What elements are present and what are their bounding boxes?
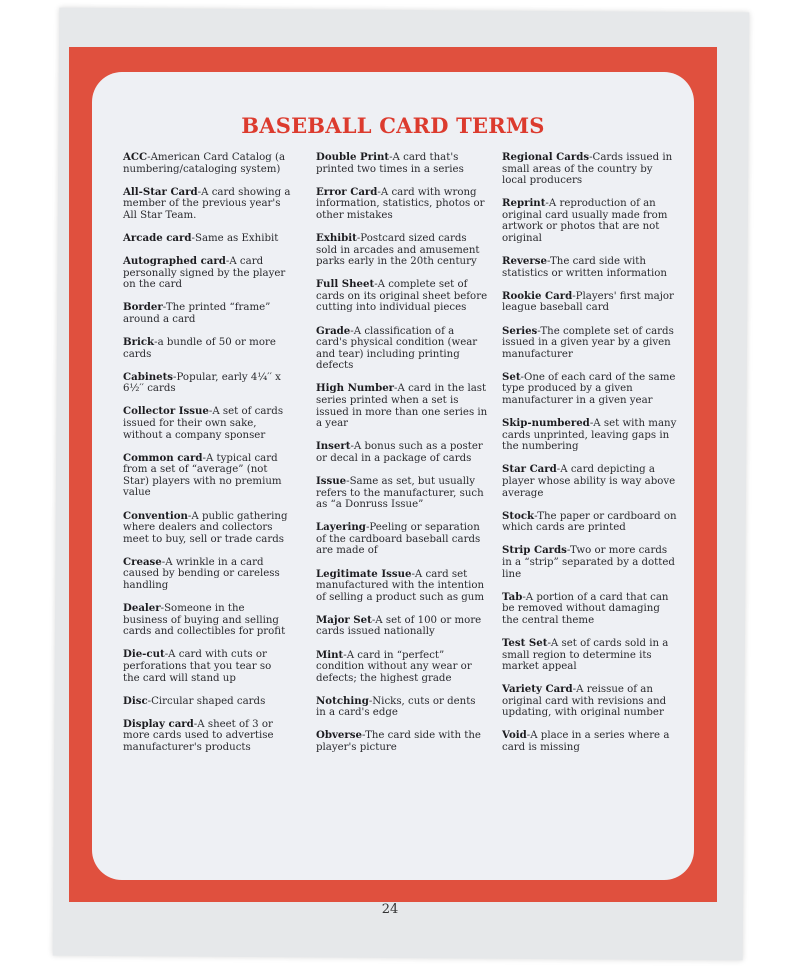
- glossary-term: Skip-numbered: [502, 417, 590, 430]
- glossary-definition: -The complete set of cards issued in a given year by a given manufacturer: [502, 325, 674, 360]
- glossary-term: Crease: [123, 555, 162, 568]
- glossary-term: Border: [123, 301, 163, 314]
- glossary-term: Convention: [123, 509, 188, 522]
- glossary-definition: -Two or more cards in a “strip” separated by a dotted line: [502, 545, 675, 580]
- glossary-term: High Number: [316, 382, 395, 395]
- glossary-term: Brick: [123, 336, 155, 349]
- glossary-term: Double Print: [316, 151, 390, 163]
- glossary-entry: [123, 453, 291, 499]
- glossary-term: Obverse: [316, 729, 362, 742]
- glossary-definition: -A card with cuts or perforations that you tear so the card will stand up: [123, 649, 272, 684]
- glossary-definition: -A card personally signed by the player on the card: [123, 256, 286, 291]
- glossary-definition: -A reproduction of an original card usually made from artwork or photos that are not original: [502, 198, 668, 245]
- glossary-definition: -Peeling or separation of the cardboard baseball cards are made of: [316, 522, 481, 557]
- glossary-entry: [316, 233, 488, 268]
- glossary-entry: [123, 719, 291, 754]
- glossary-term: Set: [502, 370, 521, 383]
- glossary-definition: -A card showing a member of the previous year's All Star Team.: [123, 186, 291, 221]
- glossary-definition: -One of each card of the same type produced by a given manufacturer in a given year: [502, 371, 676, 406]
- glossary-term: Autographed card: [123, 255, 226, 268]
- glossary-definition: -Postcard sized cards sold in arcades and amusement parks early in the 20th century: [316, 232, 480, 268]
- glossary-definition: -Nicks, cuts or dents in a card's edge: [316, 695, 476, 719]
- glossary-definition: -A sheet of 3 or more cards used to advertise manufacturer's products: [123, 718, 274, 753]
- glossary-term: Disc: [123, 694, 148, 707]
- glossary-term: Die-cut: [123, 648, 165, 661]
- glossary-definition: -A set of cards issued for their own sake, without a company sponser: [123, 406, 284, 441]
- glossary-entry: [123, 187, 291, 222]
- glossary-entry: [502, 545, 678, 580]
- glossary-entry: [502, 256, 678, 279]
- glossary-entry: [123, 337, 291, 360]
- glossary-definition: -The printed “frame” around a card: [123, 302, 271, 325]
- glossary-definition: -A complete set of cards on its original sheet before cutting into individual pieces: [316, 279, 488, 314]
- glossary-definition: -A set of cards sold in a small region to determine its market appeal: [502, 637, 669, 673]
- glossary-definition: -Cards issued in small areas of the country by local producers: [502, 152, 673, 187]
- glossary-term: Common card: [123, 451, 203, 464]
- terms-column-1: [123, 152, 291, 765]
- glossary-definition: -Circular shaped cards: [147, 695, 266, 707]
- glossary-term: Notching: [316, 694, 369, 707]
- glossary-entry: [502, 198, 678, 244]
- glossary-term: Regional Cards: [502, 151, 590, 163]
- glossary-entry: [502, 592, 678, 627]
- glossary-definition: -Someone in the business of buying and selling cards and collectibles for profit: [123, 603, 286, 638]
- glossary-entry: [123, 557, 291, 592]
- glossary-entry: [316, 696, 488, 719]
- glossary-entry: [123, 256, 291, 291]
- glossary-entry: [123, 406, 291, 441]
- glossary-term: Full Sheet: [316, 278, 375, 291]
- glossary-entry: [502, 152, 678, 187]
- glossary-term: Collector Issue: [123, 405, 209, 418]
- glossary-term: Display card: [123, 717, 194, 730]
- glossary-definition: -The paper or cardboard on which cards are printed: [502, 510, 677, 534]
- glossary-term: Reprint: [502, 197, 546, 210]
- glossary-definition: -A card with wrong information, statistics, photos or other mistakes: [316, 186, 485, 221]
- glossary-term: Stock: [502, 509, 535, 522]
- page-number: 24: [381, 902, 399, 917]
- glossary-term: Star Card: [502, 463, 557, 476]
- glossary-term: Insert: [316, 440, 351, 453]
- glossary-term: Test Set: [502, 636, 548, 649]
- glossary-term: Dealer: [123, 602, 161, 615]
- glossary-definition: -A place in a series where a card is missing: [502, 730, 670, 754]
- glossary-entry: [502, 684, 678, 719]
- glossary-entry: [502, 418, 678, 453]
- glossary-term: Cabinets: [123, 370, 174, 383]
- glossary-entry: [502, 511, 678, 534]
- glossary-entry: [123, 152, 291, 175]
- glossary-definition: -Same as Exhibit: [191, 232, 279, 244]
- glossary-entry: [316, 522, 488, 557]
- glossary-definition: -The card side with the player's picture: [316, 730, 481, 754]
- glossary-term: Issue: [316, 474, 347, 487]
- glossary-term: Arcade card: [123, 231, 192, 244]
- glossary-entry: [316, 650, 488, 685]
- terms-column-2: [316, 152, 488, 765]
- glossary-term: Tab: [502, 590, 523, 603]
- glossary-term: Void: [502, 729, 527, 742]
- glossary-entry: [502, 464, 678, 499]
- glossary-term: Variety Card: [502, 683, 573, 696]
- glossary-definition: -A classification of a card's physical condition (wear and tear) including printing defects: [316, 325, 478, 372]
- glossary-entry: [123, 302, 291, 325]
- glossary-entry: [502, 326, 678, 361]
- glossary-entry: [316, 326, 488, 372]
- glossary-entry: [123, 603, 291, 638]
- glossary-definition: -Players' first major league baseball card: [502, 290, 674, 314]
- glossary-entry: [502, 730, 678, 753]
- glossary-entry: [123, 649, 291, 684]
- glossary-definition: -A set of 100 or more cards issued nationally: [316, 614, 482, 638]
- glossary-definition: -A typical card from a set of “average” (not Star) players with no premium value: [123, 452, 282, 499]
- glossary-entry: [502, 372, 678, 407]
- glossary-definition: -a bundle of 50 or more cards: [123, 337, 276, 360]
- glossary-definition: -A wrinkle in a card caused by bending or careless handling: [123, 556, 280, 592]
- glossary-entry: [502, 638, 678, 673]
- glossary-entry: [316, 476, 488, 511]
- glossary-entry: [123, 233, 291, 245]
- glossary-entry: [123, 511, 291, 546]
- glossary-entry: [123, 372, 291, 395]
- page-title: BASEBALL CARD TERMS: [241, 113, 545, 138]
- glossary-definition: -A card in the last series printed when a set is issued in more than one series in a year: [316, 383, 488, 430]
- glossary-term: Exhibit: [316, 231, 357, 244]
- glossary-definition: -Popular, early 4¼′′ x 6½′′ cards: [123, 371, 281, 395]
- glossary-entry: [316, 615, 488, 638]
- glossary-entry: [502, 291, 678, 314]
- glossary-entry: [316, 441, 488, 464]
- glossary-term: Series: [502, 324, 538, 337]
- glossary-definition: -A card in “perfect” condition without any wear or defects; the highest grade: [316, 649, 472, 684]
- glossary-definition: -A card depicting a player whose ability is way above average: [502, 464, 676, 499]
- glossary-term: Mint: [316, 648, 344, 661]
- glossary-definition: -A reissue of an original card with revisions and updating, with original number: [502, 684, 667, 719]
- glossary-entry: [316, 187, 488, 222]
- glossary-definition: -A portion of a card that can be removed without damaging the central theme: [502, 591, 669, 626]
- glossary-entry: [316, 152, 488, 175]
- glossary-entry: [316, 730, 488, 753]
- terms-column-3: [502, 152, 678, 765]
- glossary-entry: [316, 279, 488, 314]
- glossary-term: Rookie Card: [502, 289, 573, 302]
- glossary-entry: [316, 383, 488, 429]
- glossary-term: Layering: [316, 521, 366, 534]
- glossary-definition: -Same as set, but usually refers to the manufacturer, such as “a Donruss Issue”: [316, 475, 484, 511]
- glossary-definition: -American Card Catalog (a numbering/cataloging system): [123, 152, 286, 175]
- glossary-definition: -A public gathering where dealers and collectors meet to buy, sell or trade cards: [123, 510, 288, 545]
- glossary-definition: -A set with many cards unprinted, leaving gaps in the numbering: [502, 418, 677, 453]
- glossary-definition: -A card that's printed two times in a series: [316, 152, 464, 175]
- glossary-term: Strip Cards: [502, 544, 567, 557]
- glossary-definition: -A bonus such as a poster or decal in a package of cards: [316, 441, 483, 464]
- glossary-term: Reverse: [502, 255, 547, 268]
- glossary-term: Error Card: [316, 185, 378, 198]
- glossary-definition: -The card side with statistics or written information: [502, 256, 667, 279]
- glossary-term: Legitimate Issue: [316, 567, 412, 580]
- glossary-term: ACC: [123, 151, 148, 163]
- glossary-term: Grade: [316, 324, 351, 337]
- glossary-definition: -A card set manufactured with the intention of selling a product such as gum: [316, 568, 485, 603]
- glossary-entry: [123, 696, 291, 708]
- glossary-term: Major Set: [316, 613, 372, 626]
- glossary-term: All-Star Card: [123, 185, 198, 198]
- glossary-entry: [316, 569, 488, 604]
